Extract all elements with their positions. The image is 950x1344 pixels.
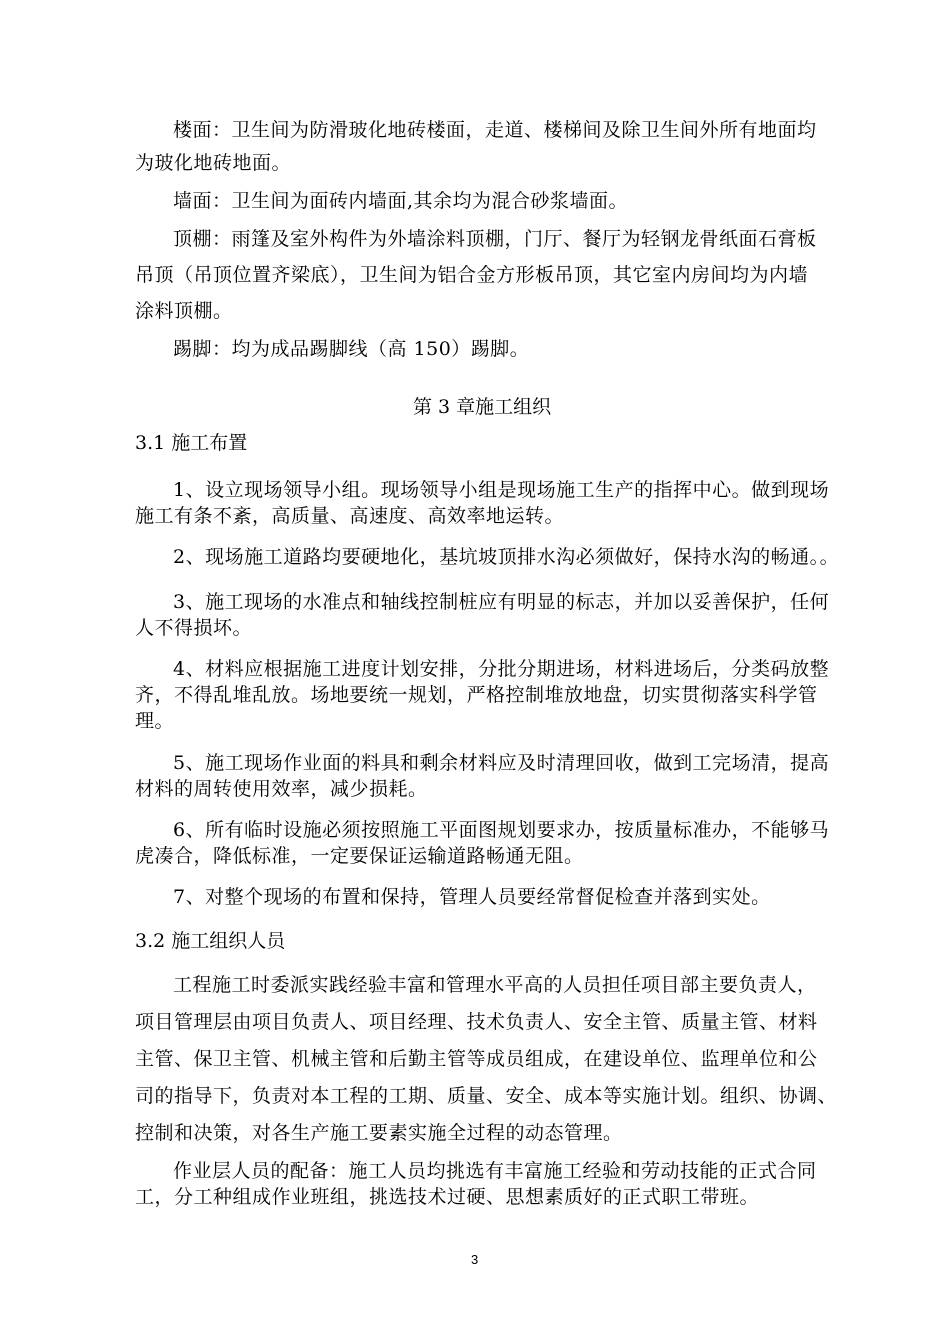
layout-item-6-line-2: 虎凑合，降低标准，一定要保证运输道路畅通无阻。	[135, 845, 584, 867]
layout-item-5-line-2: 材料的周转使用效率，减少损耗。	[135, 778, 428, 800]
layout-item-4-line-3: 理。	[135, 710, 175, 732]
staff-paragraph-1-line-3: 主管、保卫主管、机械主管和后勤主管等成员组成，在建设单位、监理单位和公	[135, 1048, 818, 1070]
layout-item-3-line-1: 3、施工现场的水准点和轴线控制桩应有明显的标志，并加以妥善保护，任何	[173, 591, 830, 613]
staff-paragraph-1-line-1: 工程施工时委派实践经验丰富和管理水平高的人员担任项目部主要负责人，	[173, 974, 817, 996]
staff-paragraph-2-line-1: 作业层人员的配备：施工人员均挑选有丰富施工经验和劳动技能的正式合同	[173, 1160, 817, 1182]
layout-item-6-line-1: 6、所有临时设施必须按照施工平面图规划要求办，按质量标准办，不能够马	[173, 819, 830, 841]
chapter-title: 第 3 章施工组织	[413, 396, 552, 418]
staff-paragraph-1-line-2: 项目管理层由项目负责人、项目经理、技术负责人、安全主管、质量主管、材料	[135, 1011, 818, 1033]
layout-item-1-line-1: 1、设立现场领导小组。现场领导小组是现场施工生产的指挥中心。做到现场	[173, 479, 830, 501]
ceiling-finish-line-3: 涂料顶棚。	[135, 300, 233, 322]
floor-finish-line-2: 为玻化地砖地面。	[135, 152, 292, 174]
staff-paragraph-2-line-2: 工，分工种组成作业班组，挑选技术过硬、思想素质好的正式职工带班。	[135, 1186, 760, 1208]
layout-item-7-line-1: 7、对整个现场的布置和保持，管理人员要经常督促检查并落到实处。	[173, 886, 771, 908]
ceiling-finish-line-2: 吊顶（吊顶位置齐梁底），卫生间为铝合金方形板吊顶，其它室内房间均为内墙	[135, 264, 809, 286]
staff-paragraph-1-line-5: 控制和决策，对各生产施工要素实施全过程的动态管理。	[135, 1122, 623, 1144]
section-title-3-2: 3.2 施工组织人员	[135, 930, 286, 952]
layout-item-4-line-2: 齐，不得乱堆乱放。场地要统一规划，严格控制堆放地盘，切实贯彻落实科学管	[135, 684, 818, 706]
ceiling-finish-line-1: 顶棚：雨篷及室外构件为外墙涂料顶棚，门厅、餐厅为轻钢龙骨纸面石膏板	[173, 228, 817, 250]
layout-item-1-line-2: 施工有条不紊，高质量、高速度、高效率地运转。	[135, 505, 565, 527]
staff-paragraph-1-line-4: 司的指导下，负责对本工程的工期、质量、安全、成本等实施计划。组织、协调、	[135, 1085, 838, 1107]
layout-item-5-line-1: 5、施工现场作业面的料具和剩余材料应及时清理回收，做到工完场清，提高	[173, 752, 830, 774]
floor-finish-line-1: 楼面：卫生间为防滑玻化地砖楼面，走道、楼梯间及除卫生间外所有地面均	[173, 119, 817, 141]
skirting-finish-line: 踢脚：均为成品踢脚线（高 150）踢脚。	[173, 338, 530, 360]
wall-finish-line: 墙面：卫生间为面砖内墙面,其余均为混合砂浆墙面。	[173, 190, 629, 212]
layout-item-2-line-1: 2、现场施工道路均要硬地化，基坑坡顶排水沟必须做好，保持水沟的畅通。。	[173, 546, 840, 568]
section-title-3-1: 3.1 施工布置	[135, 432, 248, 454]
layout-item-4-line-1: 4、材料应根据施工进度计划安排，分批分期进场，材料进场后，分类码放整	[173, 658, 830, 680]
page-number: 3	[471, 1252, 479, 1267]
layout-item-3-line-2: 人不得损坏。	[135, 617, 253, 639]
